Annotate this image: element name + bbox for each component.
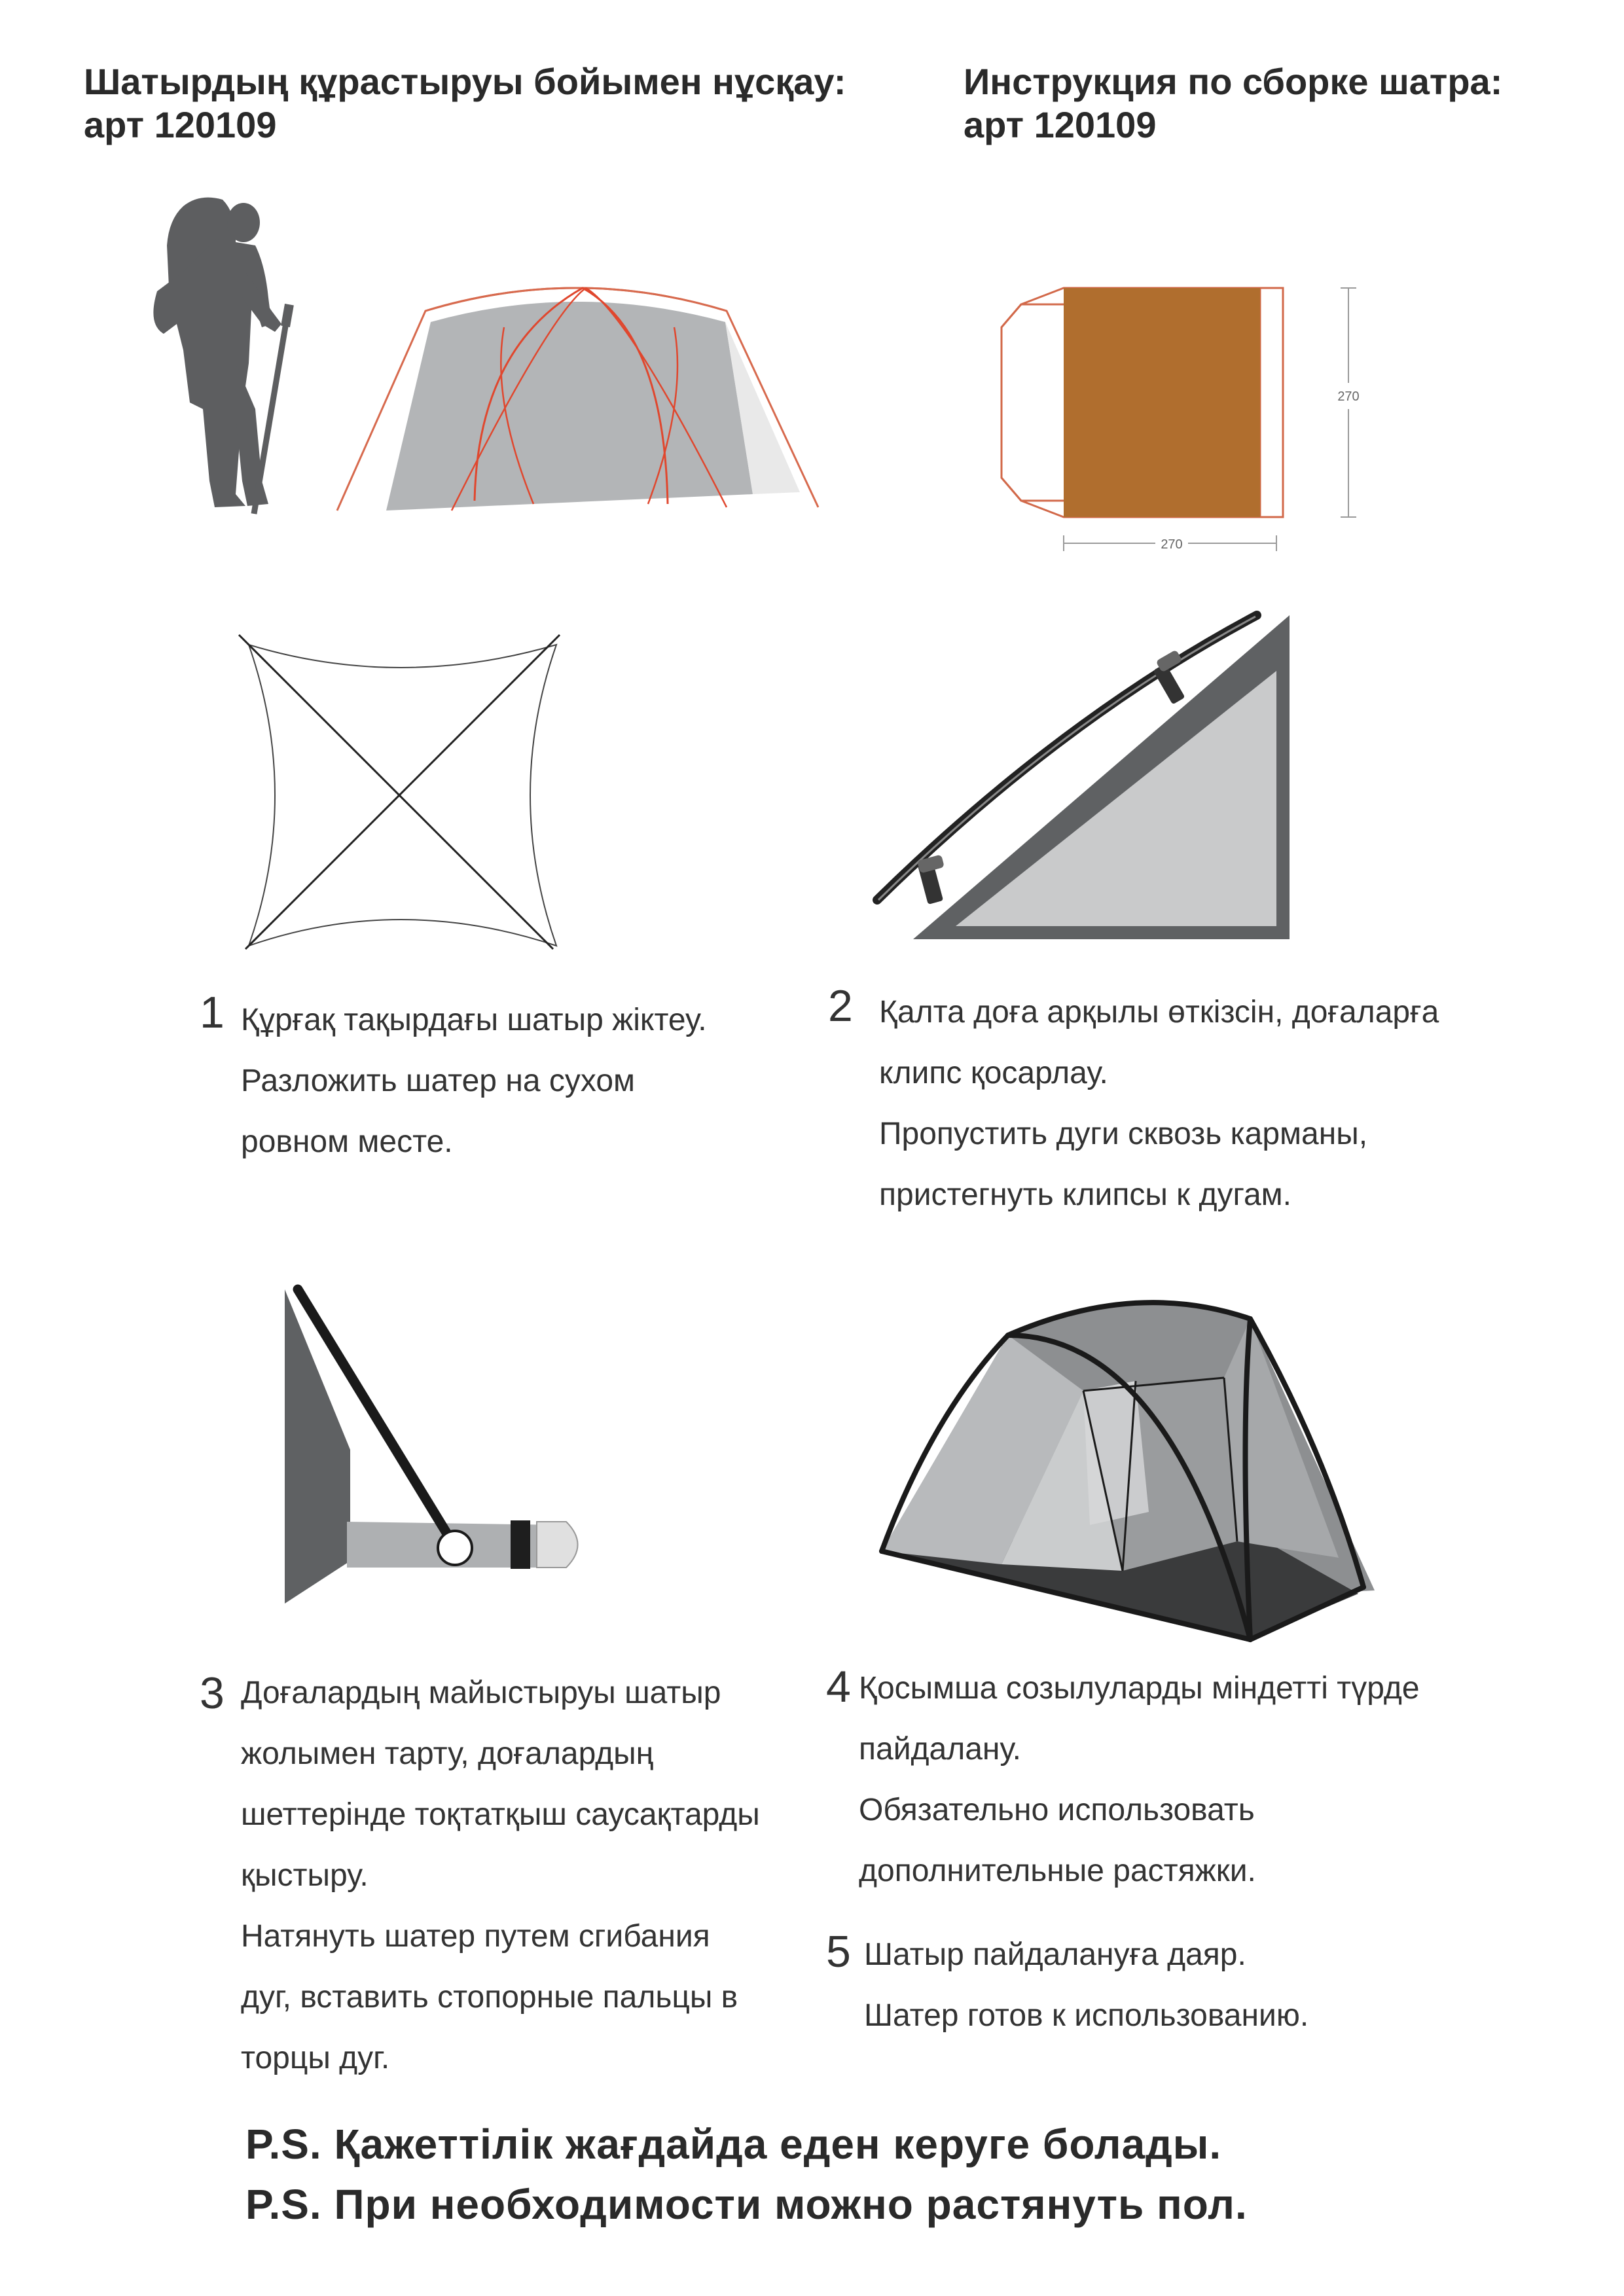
step-5-text [864, 1924, 1308, 2046]
step-5-number: 5 [826, 1927, 851, 1977]
ru-title: Инструкция по сборке шатра: [964, 61, 1503, 102]
step-1-text [241, 990, 707, 1172]
ps-kz: P.S. Қажеттілік жағдайда еден керуге болады. [245, 2121, 1222, 2168]
tent-side-view-diagram [334, 268, 825, 514]
assembled-tent-diagram [874, 1283, 1371, 1643]
kz-title: Шатырдың құрастыруы бойымен нұсқау: [84, 61, 846, 102]
kz-title-block [84, 60, 846, 147]
step-4-number: 4 [826, 1662, 851, 1712]
kz-article: арт 120109 [84, 104, 277, 145]
footer-notes [245, 2114, 1248, 2234]
step-1-line: Құрғақ тақырдағы шатыр жіктеу. [241, 1003, 707, 1037]
step-3-line: Натянуть шатер путем сгибания [241, 1919, 710, 1954]
step-3-line: қыстыру. [241, 1858, 369, 1893]
pole-tip-ring [438, 1531, 472, 1565]
step-3-line: торцы дуг. [241, 2041, 390, 2075]
ru-title-block [964, 60, 1502, 147]
step-5-line: Шатыр пайдалануға даяр. [864, 1937, 1246, 1972]
step-2-number: 2 [828, 981, 853, 1031]
step-4-line: дополнительные растяжки. [859, 1854, 1256, 1888]
step-4-line: Қосымша созылуларды міндетті түрде [859, 1671, 1420, 1706]
step-2-line: Пропустить дуги сквозь карманы, [879, 1117, 1368, 1151]
step-4-line: пайдалану. [859, 1732, 1021, 1767]
step-5-line: Шатер готов к использованию. [864, 1998, 1309, 2033]
pole-end-insert-diagram [278, 1286, 599, 1610]
floor-plan-diagram [995, 281, 1362, 563]
clip-icon [1153, 649, 1185, 704]
step-3-text [241, 1662, 760, 2089]
step-2-line: Қалта доға арқылы өткізсін, доғаларға [879, 995, 1439, 1030]
step-4-line: Обязательно использовать [859, 1793, 1255, 1827]
step-1-line: ровном месте. [241, 1124, 453, 1159]
hiker-silhouette-icon [137, 193, 308, 520]
step-2-text [879, 982, 1439, 1225]
floor-area [1064, 288, 1260, 517]
pole-clip-diagram [864, 609, 1309, 949]
dim-width-label: 270 [1161, 537, 1183, 552]
step-3-line: дуг, вставить стопорные пальцы в [241, 1980, 738, 2015]
step-2-line: пристегнуть клипсы к дугам. [879, 1177, 1291, 1212]
clip-icon [917, 854, 945, 905]
step-1-number: 1 [200, 988, 225, 1037]
ps-ru: P.S. При необходимости можно растянуть пол. [245, 2181, 1248, 2228]
step-2-line: клипс қосарлау. [879, 1056, 1108, 1090]
step-1-line: Разложить шатер на сухом [241, 1064, 636, 1098]
step-3-line: шеттерінде тоқтатқыш саусақтарды [241, 1797, 760, 1832]
step-4-text [859, 1658, 1420, 1901]
ru-article: арт 120109 [964, 104, 1157, 145]
dim-height-label: 270 [1337, 389, 1360, 404]
step-3-line: жолымен тарту, доғалардың [241, 1736, 654, 1771]
spread-tent-diagram [236, 632, 563, 959]
step-3-line: Доғалардың майыстыруы шатыр [241, 1676, 721, 1710]
step-3-number: 3 [200, 1668, 225, 1718]
